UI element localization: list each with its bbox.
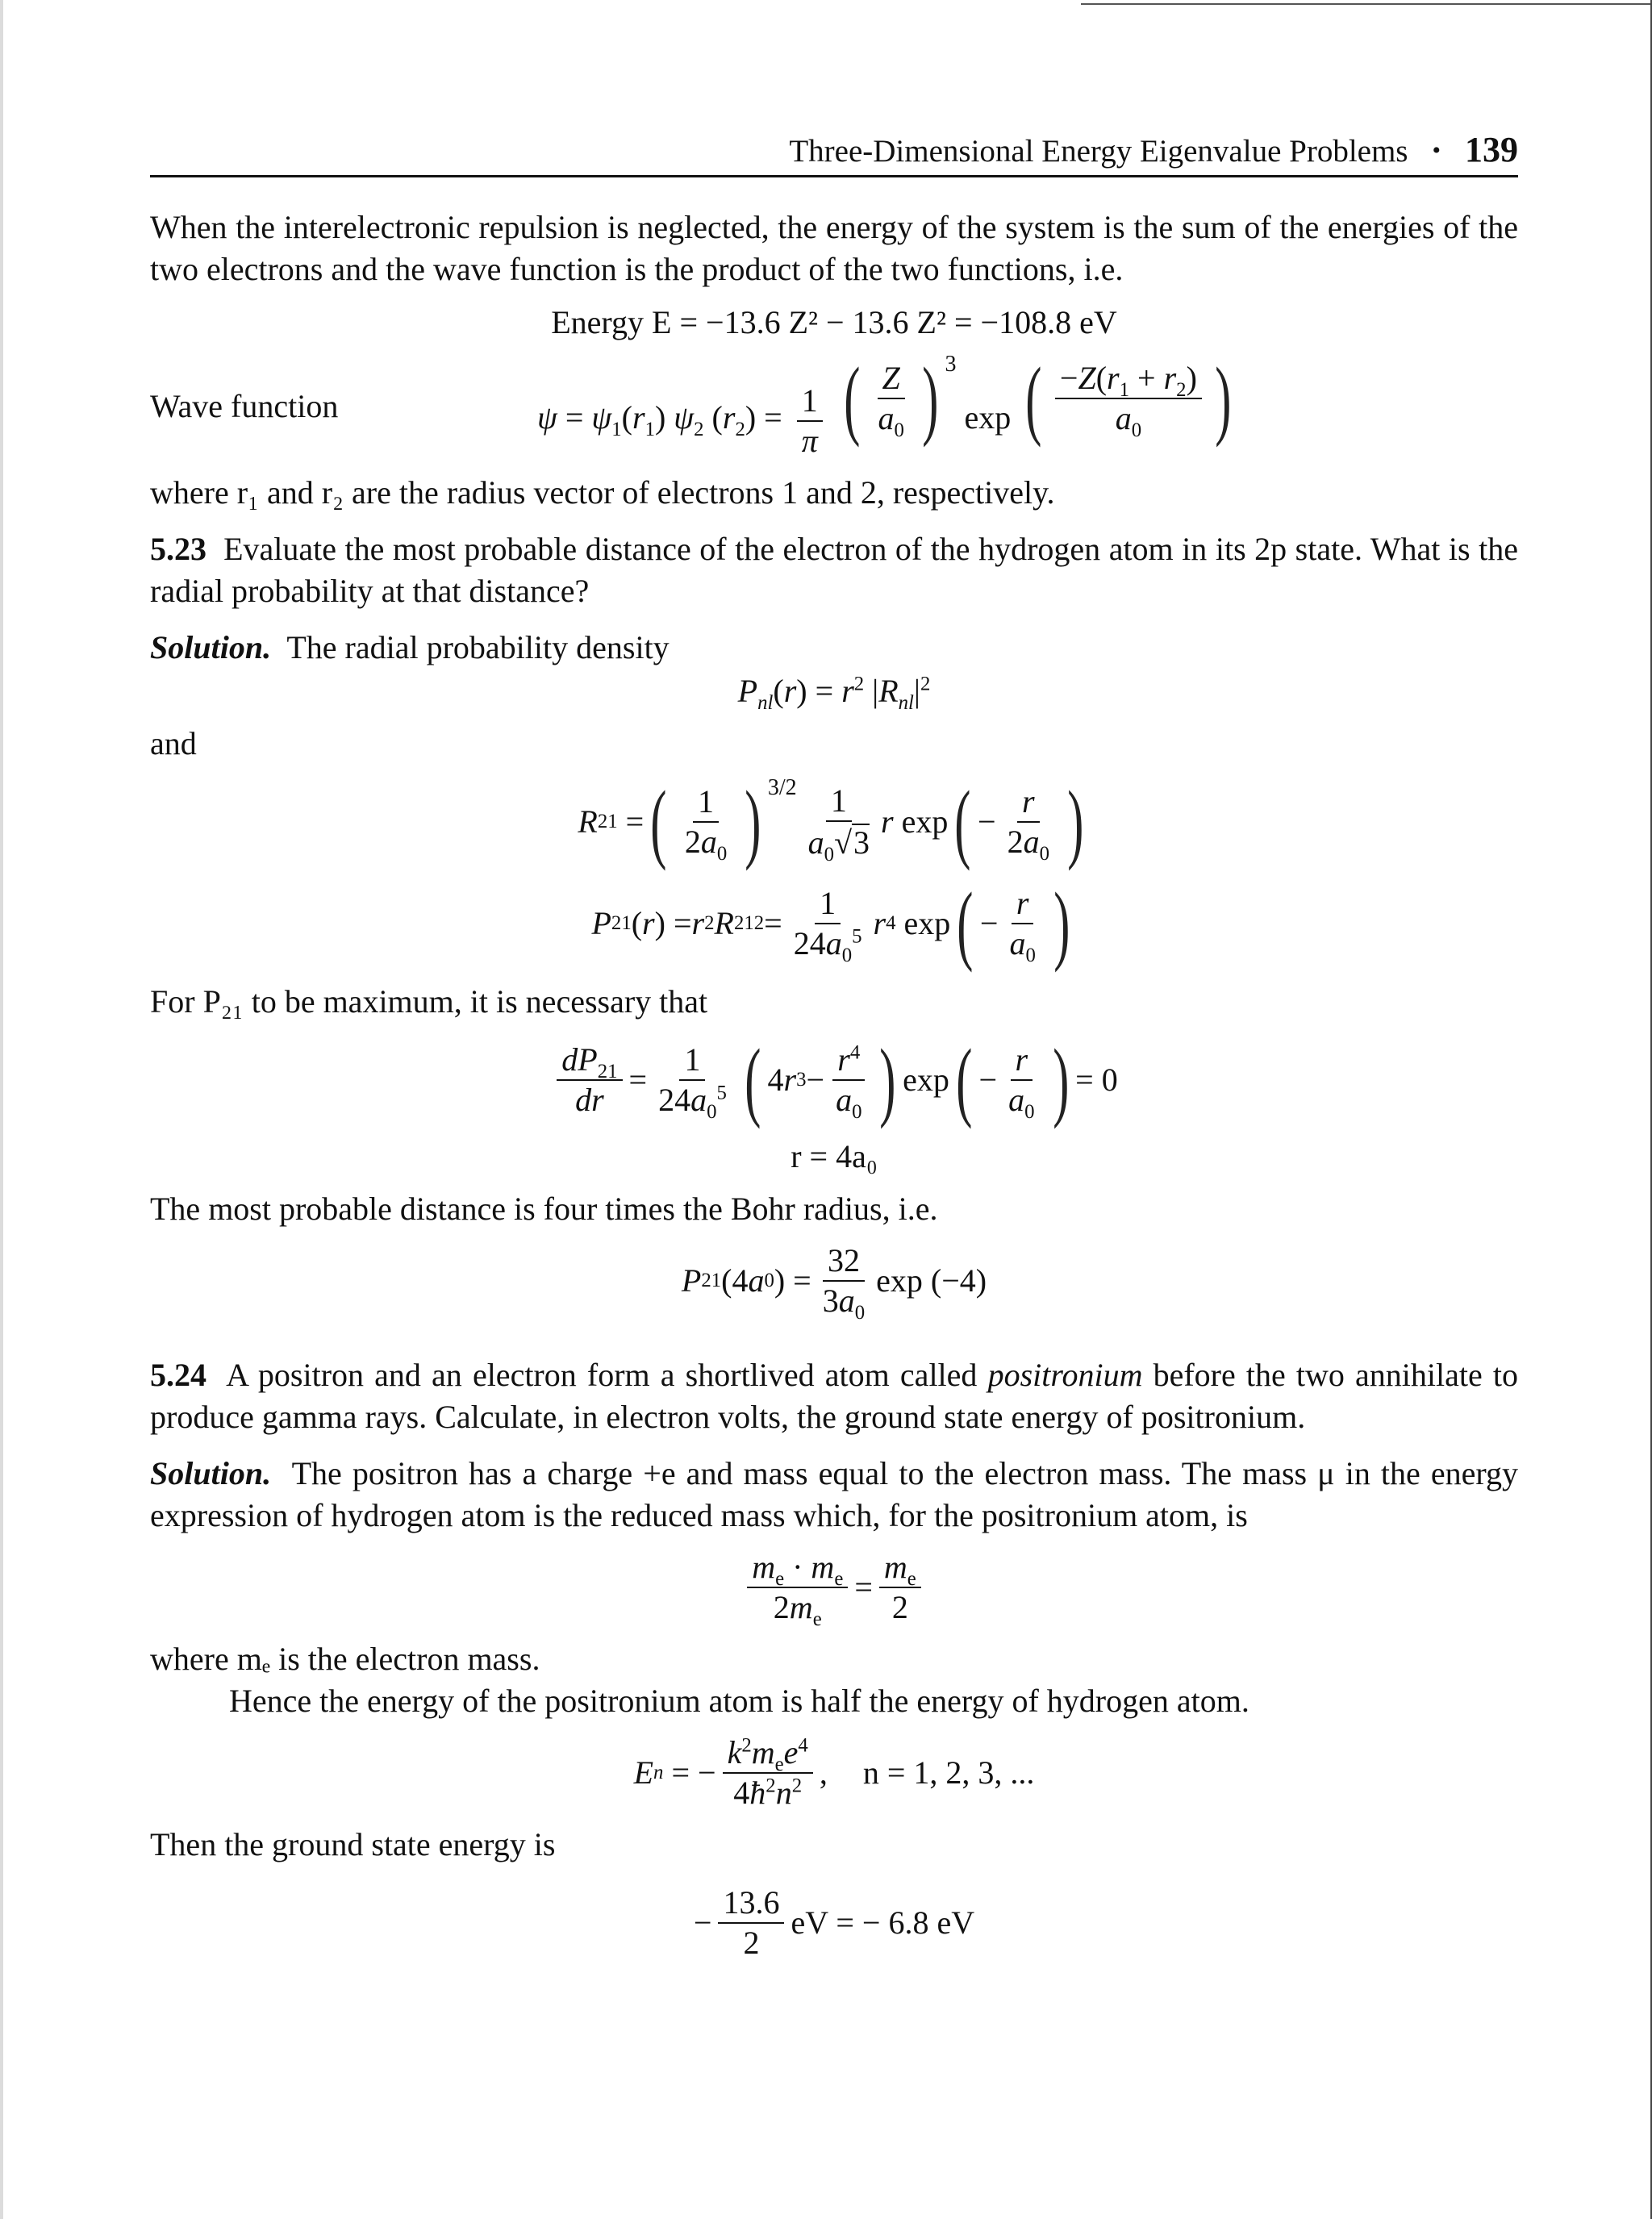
most-probable-text: The most probable distance is four times the Bohr radius, i.e. xyxy=(150,1190,938,1227)
solution-5-24-text: The positron has a charge +e and mass equal to the electron mass. The mass μ in the energy expression of hydrogen atom is the reduced mass which, for the positronium atom, is xyxy=(150,1454,1518,1533)
problem-5-23-text: Evaluate the most probable distance of the electron of the hydrogen atom in its 2p state. What is the radial probability at that distance? xyxy=(150,530,1519,609)
where-me-text: where mₑ is the electron mass. xyxy=(150,1640,540,1677)
problem-5-24: 5.24 A positron and an electron form a shortlived atom called positronium before the two annihilate to produce gamma rays. Calculate, in electron volts, the ground state energy of positronium. xyxy=(150,1356,1519,1435)
then-ground-state-text: Then the ground state energy is xyxy=(150,1825,556,1862)
final-result: eV = − 6.8 eV xyxy=(791,1904,975,1942)
r-result: r = 4a₀ xyxy=(791,1137,878,1174)
page-content xyxy=(150,129,1518,1974)
problem-number-5-23: 5.23 xyxy=(150,530,206,567)
wave-function-label: Wave function xyxy=(150,388,339,425)
energy-levels-equation: E n = − $\frac{k^2m_ee^4}{4ħ^2n^2}$ , n = 1, 2, 3, ... xyxy=(633,1733,1035,1811)
wave-function-formula: $\psi = \psi_1(r_1)$ $\psi_2$ $(r_2)$ = $\frac{1}{\pi}$ ( $\frac{Z}{a_0}$ ) $^3$ exp ( $\frac{-Z(r_1 + r_2)}{a_0}$ ) xyxy=(537,349,1232,459)
solution-5-23-text: The radial probability density xyxy=(286,628,670,665)
scan-edge-left xyxy=(0,0,3,2219)
r21-equation: R 21 = ( $\frac{1}{2a_0}$ ) $^{3/2}$ $\frac{1}{a_0√3}$ r exp ( − $\frac{r}{2a_0}$ ) xyxy=(578,772,1084,871)
and-text: and xyxy=(150,724,197,761)
wave-function-equation xyxy=(150,349,1518,459)
radial-density-equation: $P_{nl}(r) = r^2$ $|R_{nl}|^2$ xyxy=(737,672,931,714)
solution-5-24: Solution. The positron has a charge +e and mass equal to the electron mass. The mass μ in the energy expression of hydrogen atom is the reduced mass which, for the positronium atom, is xyxy=(150,1454,1518,1533)
problem-5-23 xyxy=(150,528,1518,612)
running-header xyxy=(150,129,1518,177)
hence-text: Hence the energy of the positronium atom is half the energy of hydrogen atom. xyxy=(229,1682,1249,1719)
derivative-equation: $\frac{dP_{21}}{dr}$ = $\frac{1}{24a_0^5}$ ( 4 r 3 − $\frac{r^4}{a_0}$ ) exp ( − $\frac{r}{a_0}$ ) = 0 xyxy=(150,1036,1518,1124)
solution-5-23 xyxy=(150,627,1518,669)
problem-number-5-24: 5.24 xyxy=(150,1356,206,1393)
energy-equation: Energy E = −13.6 Z² − 13.6 Z² = −108.8 eV xyxy=(551,304,1117,340)
scan-top-line xyxy=(1081,3,1650,5)
running-title: Three-Dimensional Energy Eigenvalue Problems xyxy=(789,134,1408,169)
n-values: n = 1, 2, 3, ... xyxy=(862,1754,1035,1791)
maximum-condition-text: For P₂₁ to be maximum, it is necessary that xyxy=(150,982,708,1020)
positronium-term: positronium xyxy=(987,1356,1143,1393)
solution-label: Solution. xyxy=(150,628,272,665)
page-number: 139 xyxy=(1465,130,1518,169)
reduced-mass-equation: $\frac{m_e \cdot m_e}{2m_e}$ = $\frac{m_e}{2}$ xyxy=(150,1550,1518,1625)
ground-state-result: − $\frac{13.6}{2}$ eV = − 6.8 eV xyxy=(693,1883,975,1961)
where-r-text: where r₁ and r₂ are the radius vector of electrons 1 and 2, respectively. xyxy=(150,473,1055,511)
intro-paragraph: When the interelectronic repulsion is neglected, the energy of the system is the sum of the energies of the two electrons and the wave function is the product of the two functions, i.e. xyxy=(150,209,1518,287)
header-bullet: • xyxy=(1432,137,1441,164)
p21-equation: P 21 ( r ) = r 2 R 21 2 = $\frac{1}{24a_0^5}$ r 4 exp ( − $\frac{r}{a_0}$ ) xyxy=(591,874,1070,973)
p21-at-4a0-equation: P 21 (4 a 0 ) = $\frac{32}{3a_0}$ exp (−4) xyxy=(681,1241,987,1324)
